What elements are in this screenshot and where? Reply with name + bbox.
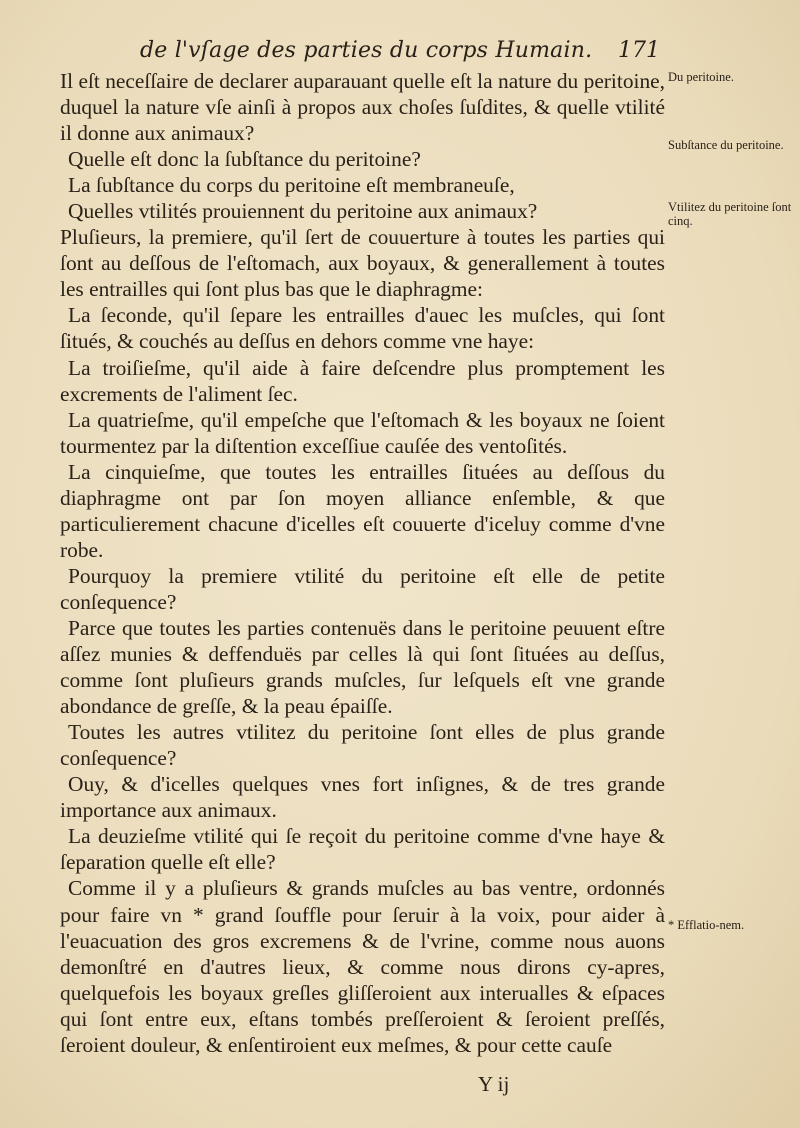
running-title: de l'vſage des parties du corps Humain. [140, 38, 593, 63]
paragraph: Quelles vtilités prouiennent du peritoine aux animaux? [68, 199, 538, 224]
paragraph: Il eſt neceſſaire de declarer auparauant quelle eſt la nature du peritoine, duquel la nature vſe ainſi à propos aux choſes ſuſdites, & quelle vtilité il donne aux animaux? [60, 69, 665, 146]
signature-mark: Y ij [478, 1072, 510, 1096]
body-text [60, 68, 665, 1058]
margin-note: Du peritoine. [668, 70, 734, 84]
paragraph: La quatrieſme, qu'il empeſche que l'eſtomach & les boyaux ne ſoient tourmentez par la diſtention exceſſiue cauſée des ventoſités. [60, 407, 665, 458]
paragraph: La ſubſtance du corps du peritoine eſt membraneuſe, [68, 173, 515, 198]
paragraph: La ſeconde, qu'il ſepare les entrailles d'auec les muſcles, qui ſont ſitués, & couchés au deſſus en dehors comme vne haye: [60, 303, 665, 354]
paragraph: Toutes les autres vtilitez du peritoine ſont elles de plus grande conſequence? [60, 720, 665, 771]
paragraph: Comme il y a pluſieurs & grands muſcles au bas ventre, ordonnés pour faire vn * grand ſouffle pour ſeruir à la voix, pour aider à l'euacuation des gros excremens & de l'vrine, comme nous auons demonſtré en d'autres lieux, & comme nous dirons cy-apres, quelquefois les boyaux greſles gliſſeroient aux interualles & eſpaces qui ſont entre eux, eſtans tombés preſſeroient & ſeroient preſſés, ſeroient douleur, & enſentiroient eux meſmes, & pour cette cauſe [60, 876, 665, 1057]
page-header [140, 38, 660, 68]
margin-note: * Efflatio-nem. [668, 918, 745, 932]
paragraph: Parce que toutes les parties contenuës dans le peritoine peuuent eſtre aſſez munies & deffenduës par celles là qui ſont ſituées au deſſus, comme ſont pluſieurs grands muſcles, ſur leſquels eſt vne grande abondance de greſſe, & la peau épaiſſe. [60, 615, 665, 719]
margin-note: Vtilitez du peritoine ſont cinq. [668, 200, 792, 228]
paragraph: Pourquoy la premiere vtilité du peritoine eſt elle de petite conſequence? [60, 563, 665, 614]
paragraph: Quelle eſt donc la ſubſtance du peritoine? [68, 147, 421, 172]
paragraph: Pluſieurs, la premiere, qu'il ſert de couuerture à toutes les parties qui ſont au deſſous de l'eſtomach, aux boyaux, & generallement à toutes les entrailles qui ſont plus bas que le diaphragme: [60, 225, 665, 302]
paragraph: Ouy, & d'icelles quelques vnes fort inſignes, & de tres grande importance aux animaux. [60, 772, 665, 823]
paragraph: La cinquieſme, que toutes les entrailles ſituées au deſſous du diaphragme ont par ſon moyen alliance enſemble, & que particulierement chacune d'icelles eſt couuerte d'iceluy comme d'vne robe. [60, 459, 665, 562]
page-number: 171 [618, 38, 660, 63]
paragraph: La troiſieſme, qu'il aide à faire deſcendre plus promptement les excrements de l'aliment ſec. [60, 355, 665, 406]
paragraph: La deuzieſme vtilité qui ſe reçoit du peritoine comme d'vne haye & ſeparation quelle eſt elle? [60, 824, 665, 875]
margin-note: Subſtance du peritoine. [668, 138, 784, 152]
